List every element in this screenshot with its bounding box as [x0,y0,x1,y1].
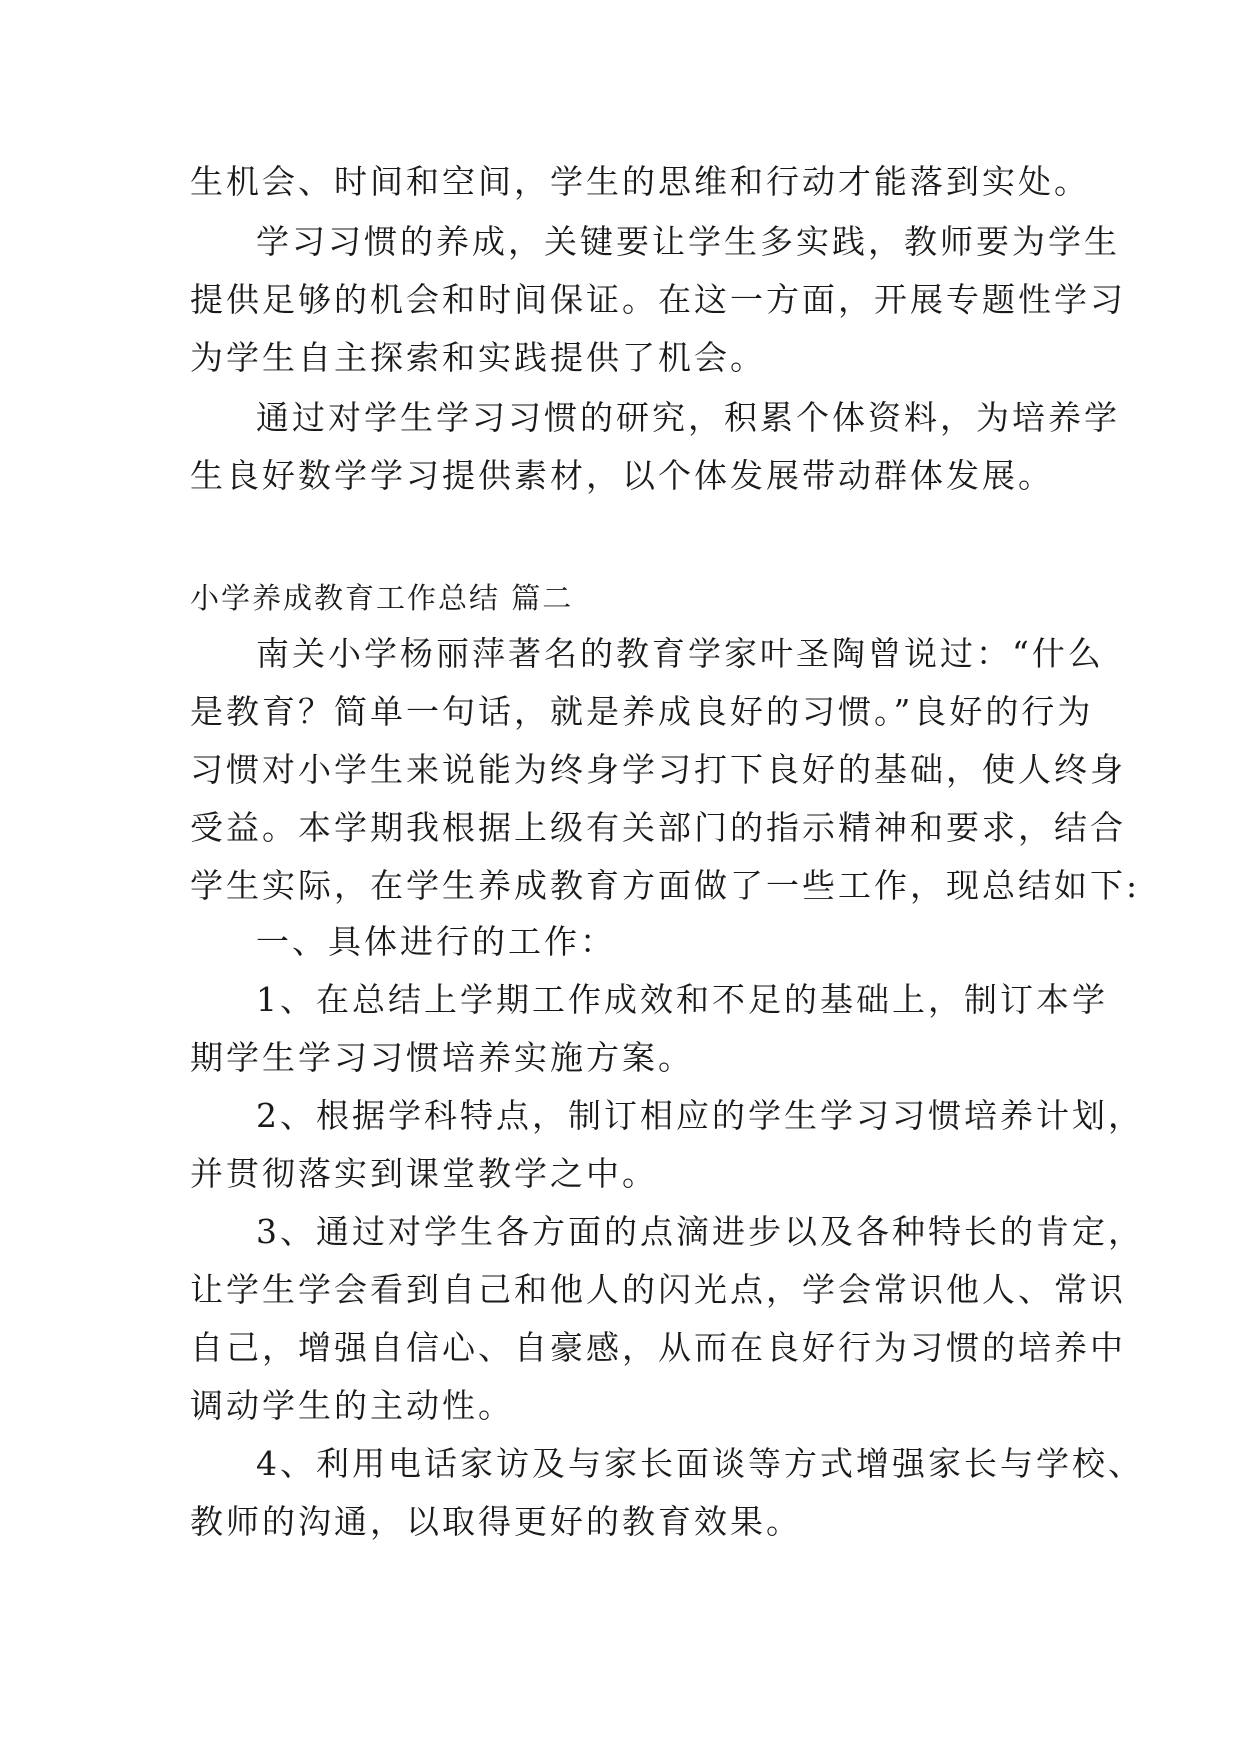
text-line: 受益。本学期我根据上级有关部门的指示精神和要求，结合 [190,808,1126,847]
list-item-start-line: 2、根据学科特点，制订相应的学生学习习惯培养计划， [256,1096,1144,1135]
text-line: 调动学生的主动性。 [190,1386,514,1425]
list-item-start-line: 4、利用电话家访及与家长面谈等方式增强家长与学校、 [256,1444,1144,1483]
paragraph-start-line: 南关小学杨丽萍著名的教育学家叶圣陶曾说过：“什么 [256,634,1104,673]
text-line: 学生实际，在学生养成教育方面做了一些工作，现总结如下: [190,866,1141,905]
list-item-start-line: 3、通过对学生各方面的点滴进步以及各种特长的肯定， [256,1212,1144,1251]
text-line: 习惯对小学生来说能为终身学习打下良好的基础，使人终身 [190,750,1126,789]
text-line: 生良好数学学习提供素材，以个体发展带动群体发展。 [190,456,1054,495]
text-line: 并贯彻落实到课堂教学之中。 [190,1154,658,1193]
text-line: 为学生自主探索和实践提供了机会。 [190,338,766,377]
text-line: 生机会、时间和空间，学生的思维和行动才能落到实处。 [190,162,1090,201]
text-line: 提供足够的机会和时间保证。在这一方面，开展专题性学习 [190,280,1126,319]
paragraph-start-line: 学习习惯的养成，关键要让学生多实践，教师要为学生 [256,222,1120,261]
paragraph-start-line: 通过对学生学习习惯的研究，积累个体资料，为培养学 [256,398,1120,437]
section-heading: 小学养成教育工作总结 篇二 [190,581,574,615]
text-line: 期学生学习习惯培养实施方案。 [190,1038,694,1077]
text-line: 教师的沟通，以取得更好的教育效果。 [190,1502,802,1541]
text-line: 是教育？简单一句话，就是养成良好的习惯。”良好的行为 [190,692,1094,731]
text-line: 自己，增强自信心、自豪感，从而在良好行为习惯的培养中 [190,1328,1126,1367]
list-heading: 一、具体进行的工作： [256,922,616,961]
list-item-start-line: 1、在总结上学期工作成效和不足的基础上，制订本学 [256,980,1108,1019]
text-line: 让学生学会看到自己和他人的闪光点，学会常识他人、常识 [190,1270,1126,1309]
